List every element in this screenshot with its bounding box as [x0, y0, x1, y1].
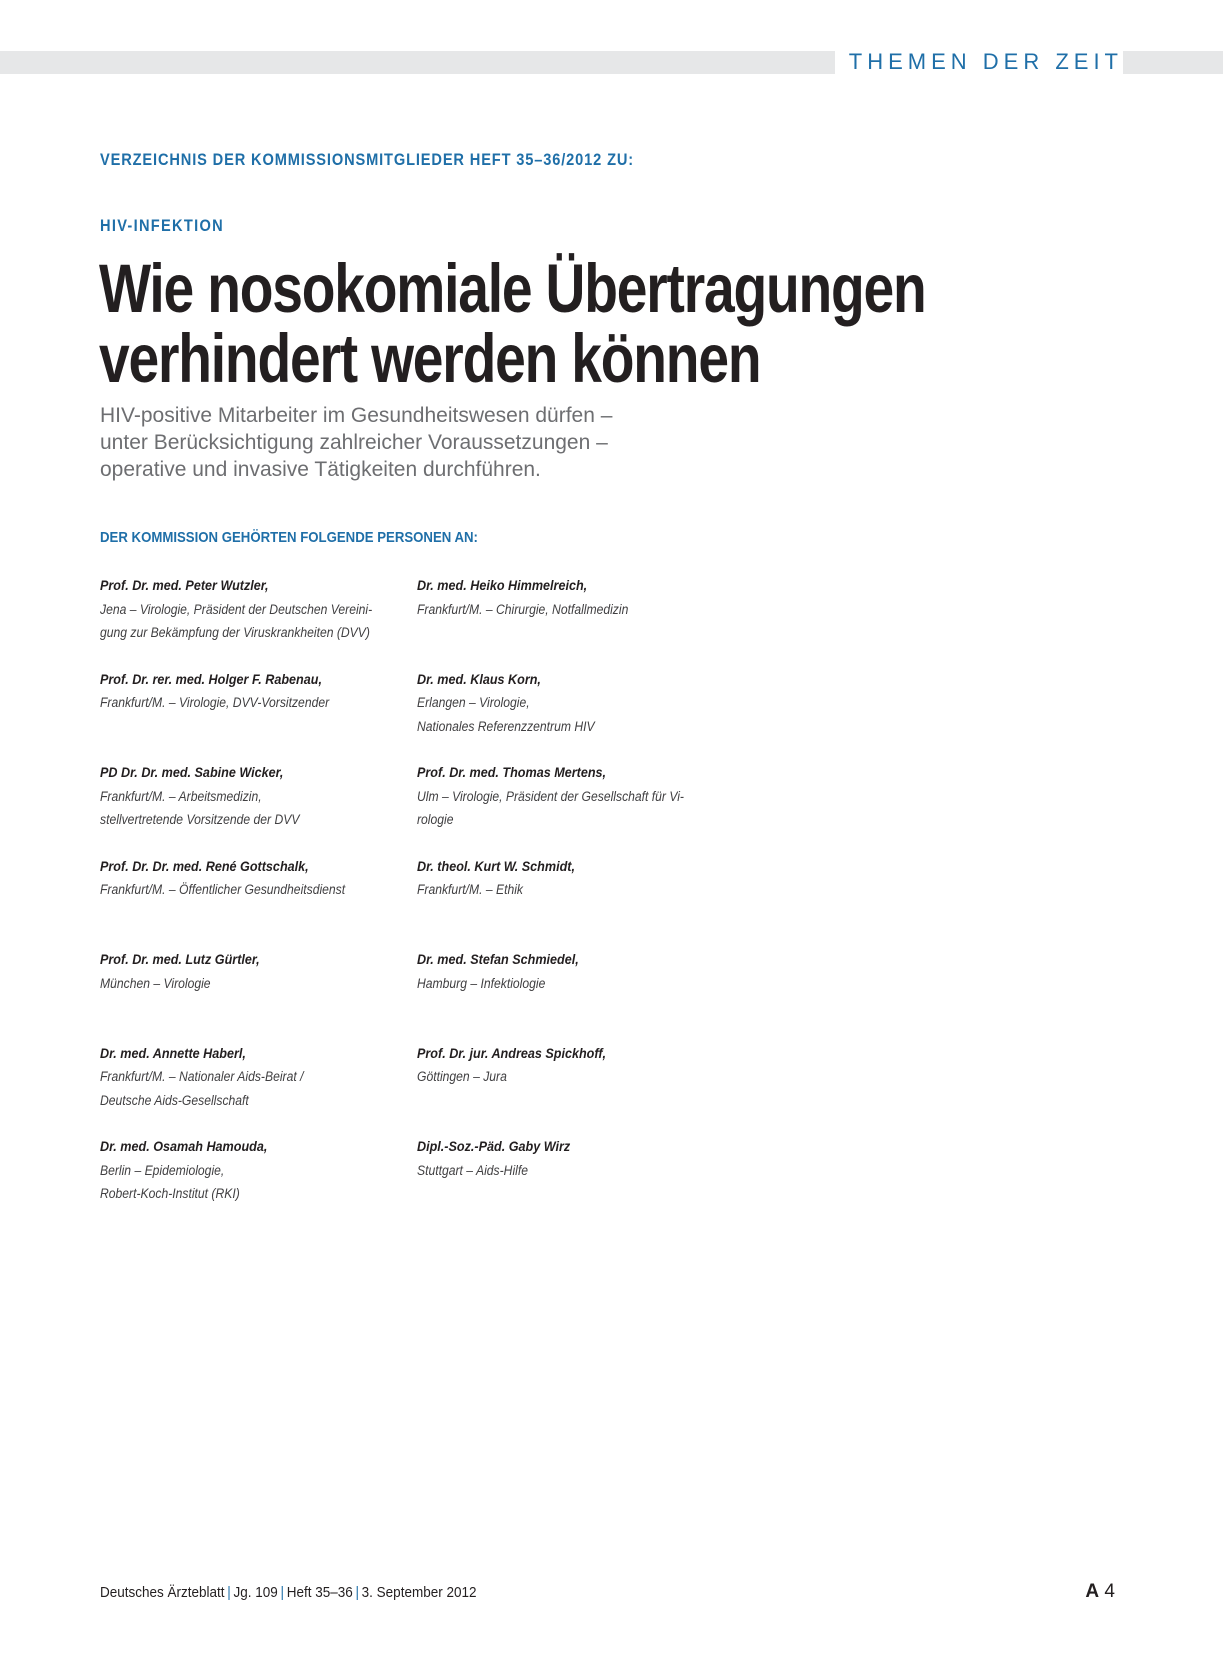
member-name: Prof. Dr. med. Peter Wutzler, — [100, 577, 269, 593]
deck — [100, 402, 720, 483]
member-detail: Frankfurt/M. – Ethik — [417, 882, 524, 897]
member-detail: Frankfurt/M. – Öffentlicher Gesundheitsdienst — [100, 882, 346, 897]
member-entry — [100, 1042, 400, 1112]
member-detail: München – Virologie — [100, 975, 211, 991]
page-number-value: 4 — [1104, 1581, 1115, 1602]
member-entry — [100, 761, 400, 831]
eyebrow-heading: VERZEICHNIS DER KOMMISSIONSMITGLIEDER HEFT 35–36/2012 ZU: — [100, 150, 635, 169]
footer-citation — [100, 1581, 476, 1605]
members-column-left — [100, 574, 400, 1229]
member-detail: Erlangen – Virologie, — [417, 695, 530, 710]
member-detail: Hamburg – Infektiologie — [417, 975, 546, 991]
member-entry — [100, 668, 400, 738]
member-detail: Frankfurt/M. – Chirurgie, Notfallmedizin — [417, 601, 629, 617]
member-entry — [100, 1135, 400, 1205]
footer-separator: | — [355, 1584, 359, 1601]
deck-line-1: HIV-positive Mitarbeiter im Gesundheitswesen dürfen – — [100, 404, 613, 427]
member-entry — [417, 574, 717, 644]
footer-separator: | — [227, 1584, 231, 1601]
member-name: Prof. Dr. rer. med. Holger F. Rabenau, — [100, 670, 322, 687]
member-name: Dr. med. Heiko Himmelreich, — [417, 577, 588, 593]
member-name: Dr. med. Osamah Hamouda, — [100, 1138, 268, 1154]
member-name: Prof. Dr. Dr. med. René Gottschalk, — [100, 857, 309, 874]
footer-date: 3. September 2012 — [361, 1584, 477, 1601]
member-detail: Berlin – Epidemiologie, — [100, 1162, 225, 1178]
member-detail: Frankfurt/M. – Arbeitsmedizin, — [100, 788, 262, 804]
member-entry — [417, 668, 717, 738]
member-name: Dr. med. Stefan Schmiedel, — [417, 951, 579, 967]
member-entry — [417, 948, 717, 1018]
deck-line-3: operative und invasive Tätigkeiten durchführen. — [100, 458, 541, 481]
member-detail: rologie — [417, 812, 454, 827]
kicker: HIV-INFEKTION — [100, 216, 224, 235]
footer-volume: Jg. 109 — [233, 1584, 278, 1601]
member-entry — [417, 855, 717, 925]
member-name: Dipl.-Soz.-Päd. Gaby Wirz — [417, 1138, 571, 1154]
headline-line-1: Wie nosokomiale Übertragungen — [99, 250, 926, 327]
member-detail: Ulm – Virologie, Präsident der Gesellschaft für Vi- — [417, 788, 684, 804]
footer-separator: | — [280, 1584, 284, 1601]
page-number — [1085, 1579, 1115, 1605]
members-heading: DER KOMMISSION GEHÖRTEN FOLGENDE PERSONEN AN: — [100, 529, 478, 546]
member-detail: stellvertretende Vorsitzende der DVV — [100, 812, 300, 827]
member-name: Dr. med. Klaus Korn, — [417, 670, 541, 687]
member-detail: Robert-Koch-Institut (RKI) — [100, 1186, 240, 1201]
deck-line-2: unter Berücksichtigung zahlreicher Voraussetzungen – — [100, 431, 608, 454]
page-prefix: A — [1085, 1581, 1100, 1602]
member-detail: Deutsche Aids-Gesellschaft — [100, 1092, 249, 1108]
member-detail: gung zur Bekämpfung der Viruskrankheiten (DVV) — [100, 625, 370, 640]
member-entry — [417, 761, 717, 831]
member-name: Dr. med. Annette Haberl, — [100, 1044, 246, 1061]
footer-issue: Heft 35–36 — [286, 1584, 353, 1601]
members-column-right — [417, 574, 717, 1229]
member-entry — [100, 948, 400, 1018]
section-label: THEMEN DER ZEIT — [835, 48, 1123, 76]
member-detail: Göttingen – Jura — [417, 1069, 507, 1084]
member-entry — [417, 1135, 717, 1205]
member-name: Prof. Dr. med. Lutz Gürtler, — [100, 951, 260, 967]
member-detail: Frankfurt/M. – Nationaler Aids-Beirat / — [100, 1069, 304, 1084]
member-name: Dr. theol. Kurt W. Schmidt, — [417, 857, 575, 874]
member-detail: Jena – Virologie, Präsident der Deutschen Vereini- — [100, 601, 373, 617]
member-detail: Frankfurt/M. – Virologie, DVV-Vorsitzender — [100, 695, 330, 710]
member-entry — [100, 855, 400, 925]
footer-journal: Deutsches Ärzteblatt — [100, 1584, 225, 1601]
member-name: Prof. Dr. med. Thomas Mertens, — [417, 764, 607, 780]
member-detail: Nationales Referenzzentrum HIV — [417, 718, 595, 734]
member-name: PD Dr. Dr. med. Sabine Wicker, — [100, 764, 284, 780]
member-entry — [417, 1042, 717, 1112]
headline — [99, 250, 926, 397]
member-name: Prof. Dr. jur. Andreas Spickhoff, — [417, 1044, 607, 1061]
member-detail: Stuttgart – Aids-Hilfe — [417, 1162, 528, 1178]
headline-line-2: verhindert werden können — [99, 320, 761, 397]
member-entry — [100, 574, 400, 644]
